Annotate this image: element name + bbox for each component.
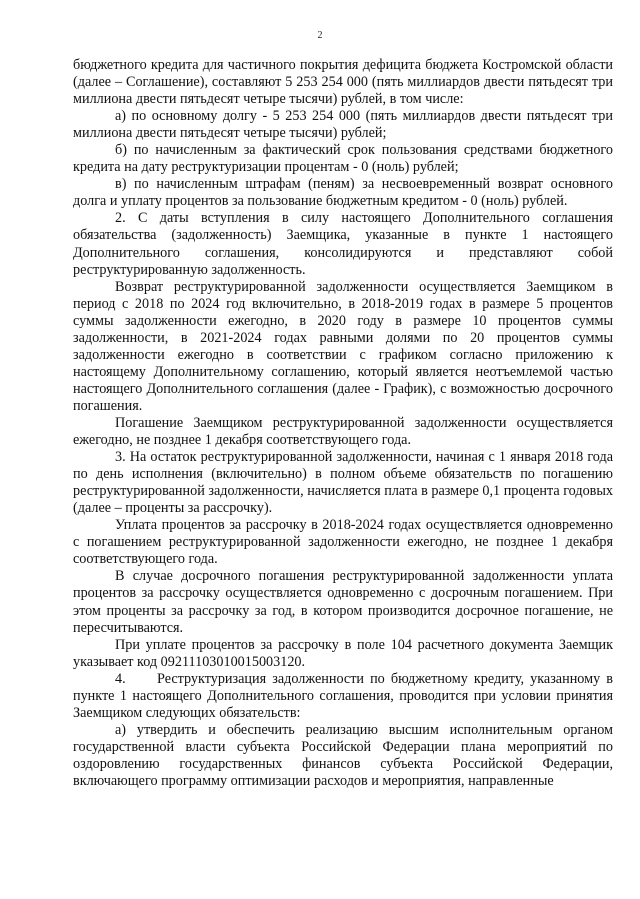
paragraph-item-a-principal: а) по основному долгу - 5 253 254 000 (пять миллиардов двести пятьдесят три миллиона двести пятьдесят четыре тысячи) рублей; bbox=[73, 108, 613, 142]
clause-4-number: 4. bbox=[115, 670, 126, 687]
paragraph-clause-2: 2. С даты вступления в силу настоящего Дополнительного соглашения обязательства (задолженность) Заемщика, указанные в пункте 1 настоящего Дополнительного соглашения, консолидируются и представляют собой реструктурированную задолженность. bbox=[73, 210, 613, 278]
paragraph-interest-payment: Уплата процентов за рассрочку в 2018-2024 годах осуществляется одновременно с погашением реструктурированной задолженности ежегодно, не позднее 1 декабря соответствующего года. bbox=[73, 517, 613, 568]
paragraph-debt-total: бюджетного кредита для частичного покрытия дефицита бюджета Костромской области (далее – Соглашение), составляют 5 253 254 000 (пять миллиардов двести пятьдесят три миллиона двести пятьдесят четыре тысячи) рублей, в том числе: bbox=[73, 57, 613, 108]
paragraph-repayment-schedule: Возврат реструктурированной задолженности осуществляется Заемщиком в период с 2018 по 2024 год включительно, в 2018-2019 годах в размере 5 процентов суммы задолженности ежегодно, в 2020 году в размере 10 процентов суммы задолженности, в 2021-2024 годах равными долями по 20 процентов суммы задолженности ежегодно в соответствии с графиком согласно приложению к настоящему Дополнительному соглашению, который является неотъемлемой частью настоящего Дополнительного соглашения (далее - График), с возможностью досрочного погашения. bbox=[73, 278, 613, 414]
paragraph-clause-3: 3. На остаток реструктурированной задолженности, начиная с 1 января 2018 года по день исполнения (включительно) в полном объеме обязательств по погашению реструктурированной задолженности, начисляется плата в размере 0,1 процента годовых (далее – проценты за рассрочку). bbox=[73, 449, 613, 517]
document-body bbox=[73, 57, 613, 790]
paragraph-payment-code: При уплате процентов за рассрочку в поле 104 расчетного документа Заемщик указывает код 09211103010015003120. bbox=[73, 636, 613, 670]
clause-4-text: Реструктуризация задолженности по бюджетному кредиту, указанному в пункте 1 настоящего Дополнительного соглашения, проводится при условии принятия Заемщиком следующих обязательств: bbox=[73, 670, 613, 721]
paragraph-clause-4 bbox=[73, 671, 613, 722]
paragraph-repayment-deadline: Погашение Заемщиком реструктурированной задолженности осуществляется ежегодно, не позднее 1 декабря соответствующего года. bbox=[73, 414, 613, 449]
paragraph-item-c-penalties: в) по начисленным штрафам (пеням) за несвоевременный возврат основного долга и уплату процентов за пользование бюджетным кредитом - 0 (ноль) рублей. bbox=[73, 176, 613, 210]
paragraph-early-repayment: В случае досрочного погашения реструктурированной задолженности уплата процентов за рассрочку осуществляется одновременно с досрочным погашением. При этом проценты за рассрочку за год, в котором производится досрочное погашение, не пересчитываются. bbox=[73, 568, 613, 636]
page-number: 2 bbox=[317, 30, 323, 41]
paragraph-obligation-a: а) утвердить и обеспечить реализацию высшим исполнительным органом государственной власти субъекта Российской Федерации плана мероприятий по оздоровлению государственных финансов субъекта Российской Федерации, включающего программу оптимизации расходов и мероприятия, направленные bbox=[73, 721, 613, 789]
paragraph-item-b-interest: б) по начисленным за фактический срок пользования средствами бюджетного кредита на дату реструктуризации процентам - 0 (ноль) рублей; bbox=[73, 142, 613, 176]
